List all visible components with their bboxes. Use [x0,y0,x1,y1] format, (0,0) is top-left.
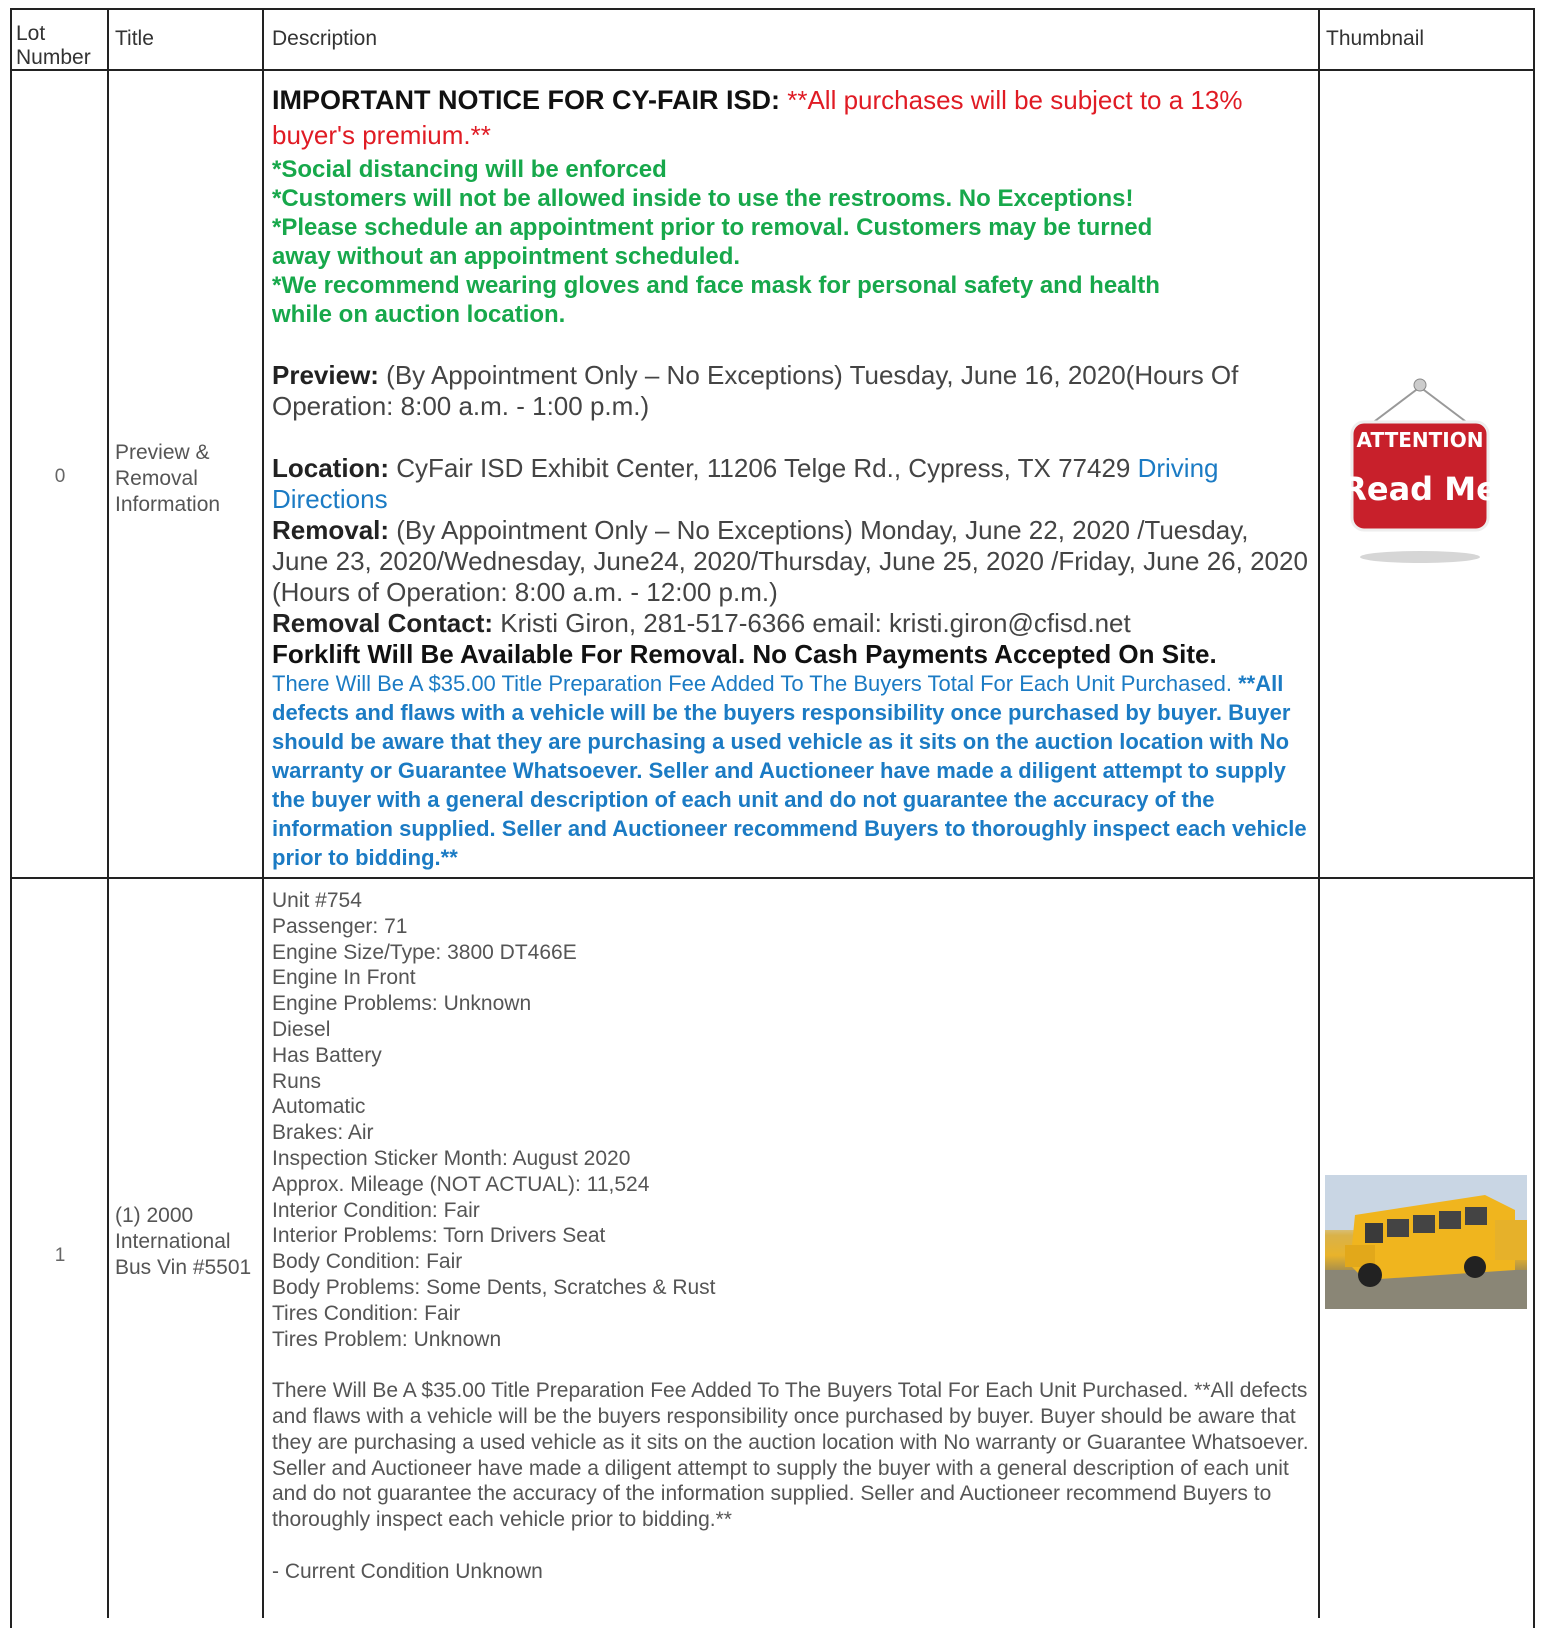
detail-line: Tires Problem: Unknown [272,1327,502,1351]
disclaimer: **All defects and flaws with a vehicle will be the buyers responsibility once purchased by buyer. Buyer should be aware that they are purchasing a used vehicle as it sits on the auction location with No warranty or Guarantee Whatsoever. Seller and Auctioneer have made a diligent attempt to supply the buyer with a general description of each unit and do not guarantee the accuracy of the information supplied. Seller and Auctioneer recommend Buyers to thoroughly inspect each vehicle prior to bidding.** [272,671,1307,870]
notice-line: *Customers will not be allowed inside to use the restrooms. No Exceptions! [272,185,1134,212]
detail-line: Interior Condition: Fair [272,1198,480,1222]
column-divider [1318,8,1320,1618]
preview-label: Preview: [272,360,379,390]
header-number-label: Number [16,46,91,69]
lot-number: 1 [54,1245,66,1266]
removal-label: Removal: [272,515,390,545]
header-lot-number[interactable] [16,10,106,70]
detail-line: Inspection Sticker Month: August 2020 [272,1146,631,1170]
removal-info [272,515,1312,608]
detail-line: Runs [272,1069,322,1093]
header-divider [10,69,1535,71]
detail-line: Engine In Front [272,966,416,990]
detail-line: Approx. Mileage (NOT ACTUAL): 11,524 [272,1172,650,1196]
premium-notice: **All purchases will be subject to a 13% buyer's premium.** [272,85,1243,150]
location-text: CyFair ISD Exhibit Center, 11206 Telge Rd., Cypress, TX 77429 [389,453,1138,483]
notice-line: *We recommend wearing gloves and face mask for personal safety and health while on auction location. [272,272,1160,328]
sign-line-read-me: Read Me [1345,470,1495,508]
lot-description [272,888,1312,1585]
sign-line-attention: ATTENTION [1356,428,1484,452]
condition-note: - Current Condition Unknown [272,1559,543,1583]
removal-contact [272,608,1312,639]
preview-text: (By Appointment Only – No Exceptions) Tuesday, June 16, 2020(Hours Of Operation: 8:00 a.m. - 1:00 p.m.) [272,360,1239,421]
lot-title[interactable]: (1) 2000 International Bus Vin #5501 [115,1204,252,1279]
column-divider [107,8,109,1618]
lot-number: 0 [54,466,66,487]
location-label: Location: [272,453,389,483]
detail-line: Has Battery [272,1043,382,1067]
driving-directions-link[interactable]: Driving Directions [272,453,1219,514]
detail-line: Diesel [272,1017,331,1041]
school-bus-photo[interactable] [1325,1175,1527,1309]
header-description[interactable]: Description [272,27,378,50]
header-thumbnail[interactable]: Thumbnail [1326,27,1425,50]
detail-line: Engine Problems: Unknown [272,992,532,1016]
contact-label: Removal Contact: [272,608,494,638]
detail-line: Body Condition: Fair [272,1250,463,1274]
header-title[interactable]: Title [115,27,154,50]
row-divider [10,877,1535,879]
detail-line: Passenger: 71 [272,914,408,938]
detail-line: Unit #754 [272,889,362,912]
forklift-notice: Forklift Will Be Available For Removal. No Cash Payments Accepted On Site. [272,639,1217,669]
notice-line: *Social distancing will be enforced [272,156,667,183]
fee-paragraph: There Will Be A $35.00 Title Preparation Fee Added To The Buyers Total For Each Unit Purchased. **All defects and flaws with a vehicle will be the buyers responsibility once purchased by buyer. Buyer should be aware that they are purchasing a used vehicle as it sits on the auction location with No warranty or Guarantee Whatsoever. Seller and Auctioneer have made a diligent attempt to supply the buyer with a general description of each unit and do not guarantee the accuracy of the information supplied. Seller and Auctioneer recommend Buyers to thoroughly inspect each vehicle prior to bidding.** [272,1379,1309,1532]
column-divider [262,8,264,1618]
header-lot-label: Lot [16,22,46,45]
notice-heading: IMPORTANT NOTICE FOR CY-FAIR ISD: [272,85,780,115]
location-info [272,453,1312,515]
detail-line: Interior Problems: Torn Drivers Seat [272,1224,606,1248]
lot-description [272,85,1312,872]
detail-line: Tires Condition: Fair [272,1301,461,1325]
lot-title[interactable]: Preview & Removal Information [115,441,221,516]
detail-line: Brakes: Air [272,1121,374,1145]
detail-line: Body Problems: Some Dents, Scratches & Rust [272,1275,716,1299]
fee-notice: There Will Be A $35.00 Title Preparation Fee Added To The Buyers Total For Each Unit Purchased. [272,671,1239,696]
attention-read-me-sign-icon[interactable] [1345,375,1495,570]
detail-line: Automatic [272,1095,366,1119]
notice-line: *Please schedule an appointment prior to removal. Customers may be turned away without an appointment scheduled. [272,214,1153,270]
detail-line: Engine Size/Type: 3800 DT466E [272,940,577,964]
contact-text: Kristi Giron, 281-517-6366 email: kristi.giron@cfisd.net [493,608,1131,638]
removal-text: (By Appointment Only – No Exceptions) Monday, June 22, 2020 /Tuesday, June 23, 2020/Wednesday, June24, 2020/Thursday, June 25, 2020 /Friday, June 26, 2020 (Hours of Operation: 8:00 a.m. - 12:00 p.m.) [272,515,1308,607]
preview-info [272,360,1312,422]
